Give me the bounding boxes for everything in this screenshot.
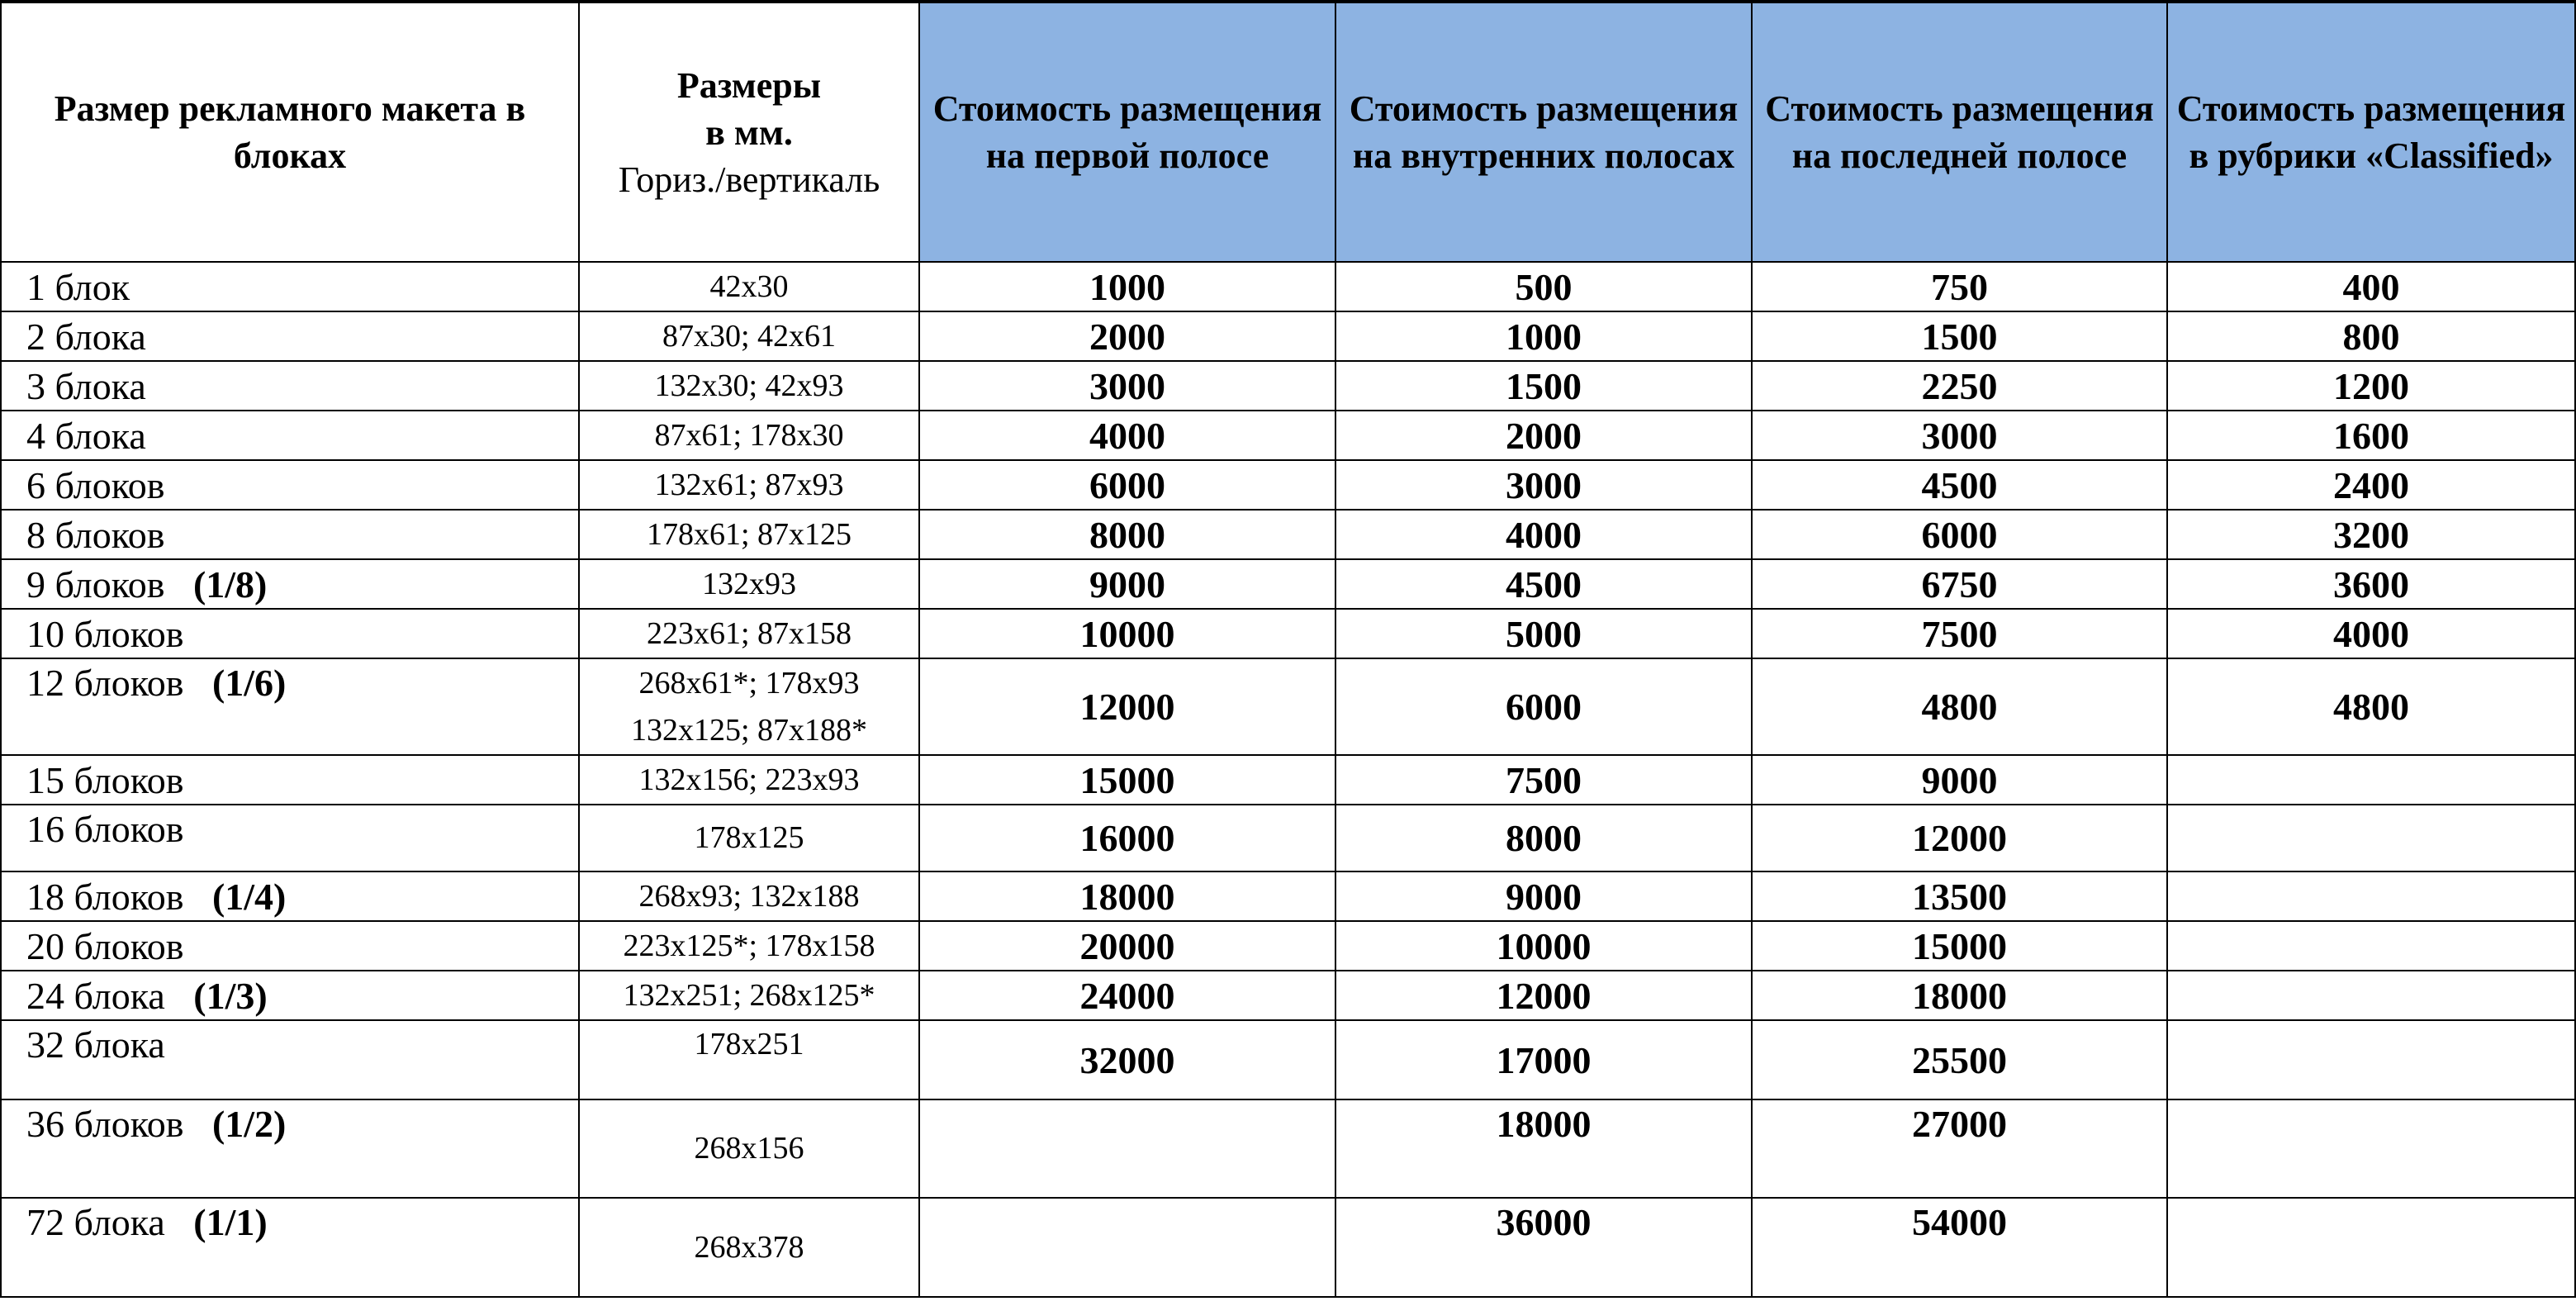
table-row [1,311,2575,361]
price-last-page: 18000 [1752,971,2167,1020]
price-inner-pages: 36000 [1335,1198,1752,1297]
price-first-page: 10000 [919,609,1335,658]
price-last-page: 3000 [1752,411,2167,460]
table-row [1,361,2575,411]
price-inner-pages: 5000 [1335,609,1752,658]
price-classified [2167,871,2575,921]
header-row [1,2,2575,262]
price-classified: 4000 [2167,609,2575,658]
header-dimensions-line2: в мм. [705,112,793,153]
price-first-page: 16000 [919,805,1335,871]
price-first-page: 4000 [919,411,1335,460]
row-label-cell [1,755,579,805]
row-fraction: (1/8) [192,563,268,606]
row-label-cell [1,805,579,871]
header-first-page [919,2,1335,262]
price-inner-pages: 3000 [1335,460,1752,510]
row-fraction: (1/6) [211,662,287,704]
row-label: 8 блоков [26,513,165,556]
price-inner-pages: 4000 [1335,510,1752,559]
row-sizes-cell [579,361,919,411]
price-last-page: 4800 [1752,658,2167,755]
row-size: 132х30; 42х93 [654,368,844,403]
header-last-page [1752,2,2167,262]
price-classified: 400 [2167,262,2575,311]
row-label-cell [1,1099,579,1198]
row-label: 24 блока [26,974,165,1017]
price-last-page: 4500 [1752,460,2167,510]
row-label: 16 блоков [26,808,184,850]
price-classified [2167,1099,2575,1198]
price-first-page: 1000 [919,262,1335,311]
row-sizes-cell [579,411,919,460]
row-label: 12 блоков [26,662,184,704]
price-first-page: 12000 [919,658,1335,755]
price-last-page: 9000 [1752,755,2167,805]
price-classified [2167,971,2575,1020]
row-label: 15 блоков [26,758,184,801]
price-classified [2167,755,2575,805]
row-size: 132х61; 87х93 [654,467,844,502]
price-inner-pages: 4500 [1335,559,1752,609]
price-last-page: 13500 [1752,871,2167,921]
price-last-page: 6750 [1752,559,2167,609]
row-size: 132х93 [702,566,796,601]
price-last-page: 25500 [1752,1020,2167,1099]
row-sizes-cell [579,658,919,755]
row-label-cell [1,921,579,971]
row-size: 42х30 [709,268,789,304]
table-row [1,1099,2575,1198]
table-row [1,411,2575,460]
row-sizes-cell [579,262,919,311]
price-last-page: 54000 [1752,1198,2167,1297]
row-fraction: (1/2) [211,1103,287,1145]
table-row [1,1020,2575,1099]
table-row [1,609,2575,658]
price-last-page: 7500 [1752,609,2167,658]
row-size: 268х93; 132х188 [638,878,860,914]
price-classified: 1200 [2167,361,2575,411]
price-inner-pages: 8000 [1335,805,1752,871]
row-sizes-cell [579,871,919,921]
price-classified: 2400 [2167,460,2575,510]
row-label-cell [1,1020,579,1099]
header-classified [2167,2,2575,262]
row-sizes-cell [579,1099,919,1198]
header-last-page-text: Стоимость размещения на последней полосе [1765,88,2154,176]
row-sizes-cell [579,921,919,971]
price-first-page: 2000 [919,311,1335,361]
price-inner-pages: 500 [1335,262,1752,311]
price-first-page: 20000 [919,921,1335,971]
header-dimensions-line3: Гориз./вертикаль [618,159,880,200]
row-sizes-cell [579,1020,919,1099]
table-row [1,658,2575,755]
row-fraction: (1/4) [211,875,287,918]
row-label-cell [1,311,579,361]
price-last-page: 750 [1752,262,2167,311]
table-row [1,559,2575,609]
price-last-page: 1500 [1752,311,2167,361]
row-size: 132х251; 268х125* [623,977,875,1013]
header-classified-line1: Стоимость размещения [2176,88,2566,129]
row-label: 20 блоков [26,924,184,967]
row-size: 178х125 [694,820,804,855]
row-label: 18 блоков [26,875,184,918]
price-classified [2167,921,2575,971]
row-size: 268х156 [694,1131,804,1166]
row-label: 10 блоков [26,612,184,655]
row-label: 1 блок [26,265,130,308]
price-last-page: 12000 [1752,805,2167,871]
row-sizes-cell [579,510,919,559]
header-block-size [1,2,579,262]
row-label: 9 блоков [26,563,165,606]
table-body [1,262,2575,1297]
price-inner-pages: 10000 [1335,921,1752,971]
price-inner-pages: 6000 [1335,658,1752,755]
row-size: 132х156; 223х93 [638,762,860,797]
price-inner-pages: 17000 [1335,1020,1752,1099]
row-label-cell [1,971,579,1020]
price-classified: 3600 [2167,559,2575,609]
price-last-page: 2250 [1752,361,2167,411]
row-sizes-cell [579,755,919,805]
row-sizes-cell [579,971,919,1020]
row-label: 72 блока [26,1201,165,1243]
row-label: 4 блока [26,414,146,457]
price-first-page [919,1198,1335,1297]
price-classified: 1600 [2167,411,2575,460]
row-label: 32 блока [26,1023,165,1066]
price-inner-pages: 1500 [1335,361,1752,411]
price-first-page [919,1099,1335,1198]
price-inner-pages: 7500 [1335,755,1752,805]
row-label-cell [1,361,579,411]
header-dimensions-line1: Размеры [676,64,822,106]
row-label: 2 блока [26,315,146,358]
row-size: 223х125*; 178х158 [623,928,875,963]
row-sizes-cell [579,805,919,871]
table-row [1,921,2575,971]
table-row [1,1198,2575,1297]
price-inner-pages: 12000 [1335,971,1752,1020]
price-classified: 800 [2167,311,2575,361]
row-sizes-cell [579,460,919,510]
price-inner-pages: 2000 [1335,411,1752,460]
table-row [1,755,2575,805]
row-size: 87х61; 178х30 [654,417,844,453]
price-inner-pages: 9000 [1335,871,1752,921]
price-first-page: 32000 [919,1020,1335,1099]
table-row [1,460,2575,510]
row-sizes-cell [579,1198,919,1297]
price-first-page: 18000 [919,871,1335,921]
row-label-cell [1,411,579,460]
row-label-cell [1,559,579,609]
header-block-size-text: Размер рекламного макета в блоках [54,88,526,176]
table-row [1,971,2575,1020]
price-classified: 3200 [2167,510,2575,559]
header-inner-pages-text: Стоимость размещения на внутренних полосах [1349,88,1739,176]
header-dimensions [579,2,919,262]
price-classified: 4800 [2167,658,2575,755]
price-last-page: 27000 [1752,1099,2167,1198]
table-row [1,871,2575,921]
row-size: 268х378 [694,1229,804,1265]
row-label-cell [1,460,579,510]
row-fraction: (1/3) [193,974,268,1017]
row-sizes-cell [579,311,919,361]
row-size: 132х125; 87х188* [630,712,868,748]
price-classified [2167,1198,2575,1297]
price-first-page: 24000 [919,971,1335,1020]
row-label: 6 блоков [26,463,165,506]
price-last-page: 6000 [1752,510,2167,559]
row-label-cell [1,510,579,559]
row-size: 178х251 [694,1027,804,1061]
row-size: 223х61; 87х158 [646,615,852,651]
row-sizes-cell [579,559,919,609]
price-first-page: 9000 [919,559,1335,609]
row-sizes-cell [579,609,919,658]
row-size: 178х61; 87х125 [646,516,852,552]
row-label: 36 блоков [26,1103,184,1145]
price-first-page: 8000 [919,510,1335,559]
row-label-cell [1,658,579,755]
table-row [1,805,2575,871]
price-classified [2167,1020,2575,1099]
header-classified-line2: в рубрики «Classified» [2189,135,2554,176]
row-label: 3 блока [26,364,146,407]
row-label-cell [1,1198,579,1297]
table-row [1,510,2575,559]
price-first-page: 3000 [919,361,1335,411]
row-label-cell [1,609,579,658]
header-first-page-text: Стоимость размещения на первой полосе [932,88,1322,176]
price-classified [2167,805,2575,871]
price-first-page: 15000 [919,755,1335,805]
row-label-cell [1,262,579,311]
price-inner-pages: 1000 [1335,311,1752,361]
price-inner-pages: 18000 [1335,1099,1752,1198]
table-row [1,262,2575,311]
price-table [0,2,2576,1298]
header-inner-pages [1335,2,1752,262]
row-size: 268х61*; 178х93 [638,665,860,700]
row-size: 87х30; 42х61 [662,318,837,354]
price-first-page: 6000 [919,460,1335,510]
price-last-page: 15000 [1752,921,2167,971]
row-fraction: (1/1) [193,1201,268,1243]
row-label-cell [1,871,579,921]
